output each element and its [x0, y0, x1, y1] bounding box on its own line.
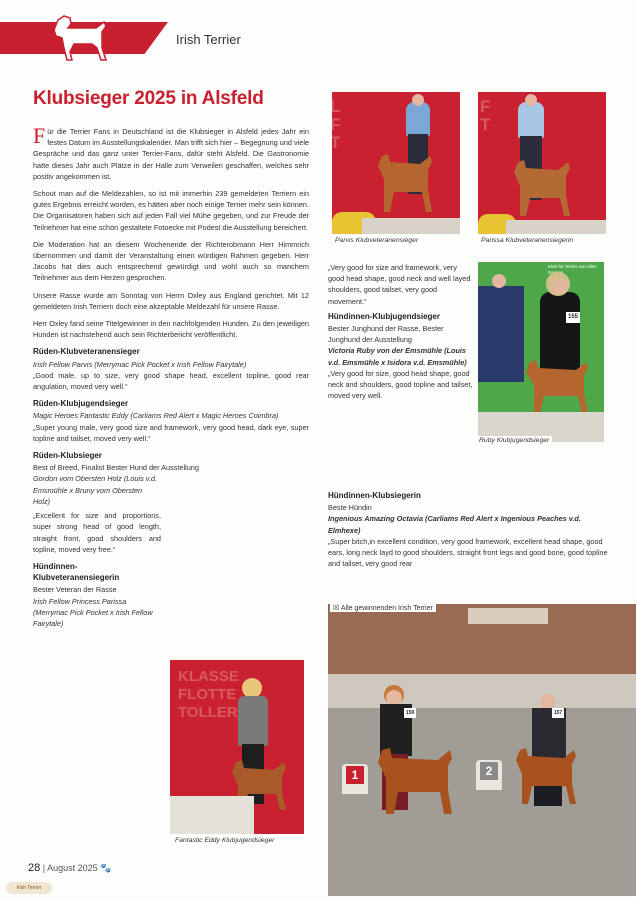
judge-report: „Very good for size and framework, very good head shape, good neck and well layed shoulders, good tailset, very good movement.“ — [328, 263, 471, 306]
wide-column — [328, 486, 608, 572]
judge-report: „Super bitch,in excellent condition, very good framework, excellent head shape, good ears, long neck layd to good shoulders, straight front legs and good bone, good topline and tailset, very good rear — [328, 536, 608, 569]
section-heading: Hündinnen-Klubveteranensiegerin — [33, 561, 120, 583]
place-marker-1: 1 — [346, 766, 364, 784]
caption-eddy: Fantastic Eddy Klubjugendsieger — [172, 836, 277, 845]
award-text: Beste Hündin — [328, 503, 372, 513]
section-heading: Rüden-Klubjugendsieger — [33, 399, 129, 409]
caption-ruby: Ruby Klubjugendsieger — [476, 436, 552, 445]
publisher-logo: Irish Terrier — [6, 882, 52, 894]
ring-number: 155 — [566, 312, 580, 323]
intro-paragraph-1: Für die Terrier Fans in Deutschland ist die Klubsieger in Alsfeld jedes Jahr ein festes Datum im Ausstellungskalender. Man trifft sich hier – Begegnung und viele Gespräche und das ganz unter Terrier-Fans, dafür steht Alsfeld. Die Gastronomie hatte dieses Jahr auch Plätze in der Halle zum Verweilen geschaffen, welches sehr positiv angekommen ist. — [33, 123, 309, 181]
article-title: Klubsieger 2025 in Alsfeld — [33, 88, 264, 109]
dropcap: F — [33, 123, 46, 148]
ring-number: 159 — [405, 710, 415, 716]
intro-paragraph-4: Unsere Rasse wurde am Sonntag von Herrn Oxley aus England gerichtet. Mit 12 gemeldeten Irish Terriern doch eine akzeptable Meldezahl für unsere Rasse. — [33, 290, 309, 311]
award-text: Bester Veteran der Rasse — [33, 585, 117, 595]
dog-name: Irish Fellow Princess Parissa (Merrymac Pick Pocket x Irish Fellow Fairytale) — [33, 596, 153, 628]
caption-all-winners: ☒ Alle gewinnenden Irish Terrier — [330, 604, 436, 612]
left-column — [33, 123, 309, 629]
caption-parissa: Parissa Klubveteranensiegerin — [478, 236, 576, 245]
dog-name: Magic Heroes Fantastic Eddy (Carliams Red Alert x Magic Heroes Coimbra) — [33, 411, 279, 421]
camera-icon: ☒ — [333, 605, 341, 612]
judge-report: „Good male, up to size, very good shape head, excellent topline, good rear angulation, moved very well.“ — [33, 370, 309, 392]
right-column — [328, 262, 473, 405]
award-text: Bester Junghund der Rasse, Bester Junghund der Ausstellung — [328, 324, 444, 345]
section-heading: Hündinnen-Klubjugendsieger — [328, 311, 440, 321]
intro-paragraph-5: Herr Oxley fand seine Titelgewinner in den nachfolgenden Hunden. Zu den jeweiligen Hunden ist nachstehend auch sein Richterbericht veröffentlicht. — [33, 319, 309, 340]
place-marker-2: 2 — [480, 762, 498, 780]
section-label: Irish Terrier — [176, 32, 241, 47]
section-heading: Rüden-Klubveteranensieger — [33, 347, 140, 357]
judge-report: „Excellent for size and proportions, super strong head of good length, straight front, good shoulders and topline, moved very free.“ — [33, 511, 161, 554]
intro-paragraph-2: Schout man auf die Meldezahlen, so ist mit immerhin 239 gemeldeten Terriern ein gutes Ergebnis erreicht worden, es hätten aber noch einige Terrier mehr sein können. Die Organisatoren haben sich auf jeden Fall viel Mühe gegeben, und zur Freude der Teilnehmer hat eine schön gestaltete Fotoecke mit Podest die Ausstellung bereichert. — [33, 189, 309, 232]
ring-number: 157 — [553, 710, 563, 716]
judge-report: „Super young male, very good size and framework, very good head, dark eye, super topline and tailset, moved very well.“ — [33, 422, 309, 443]
banner-text: KLASSE FLOTTE TOLLER — [178, 668, 239, 721]
judge-report: „Very good for size, good head shape, good neck and shoulders, good topline and tailset, moved very well. — [328, 368, 473, 401]
photo-eddy — [170, 660, 304, 834]
issue-label: | August 2025 — [42, 863, 98, 873]
club-sign-text: Klub für Terrier von allen Rassen — [548, 264, 597, 275]
terrier-logo-icon — [44, 8, 116, 66]
award-text: Best of Breed, Finalist Bester Hund der Ausstellung — [33, 463, 199, 473]
dog-name: Victoria Ruby von der Emsmühle (Louis v.d. Emsmühle x Isidora v.d. Emsmühle) — [328, 346, 467, 367]
section-heading: Rüden-Klubsieger — [33, 451, 102, 461]
dog-name: Irish Fellow Parvis (Merrymac Pick Pocket x Irish Fellow Fairytale) — [33, 359, 247, 369]
section-heading: Hündinnen-Klubsiegerin — [328, 491, 421, 500]
page-footer — [28, 862, 111, 874]
dog-name: Ingenious Amazing Octavia (Carliams Red Alert x Ingenious Peaches v.d. Elmhexe) — [328, 514, 581, 535]
photo-parissa: F T — [478, 92, 606, 234]
photo-all-winners — [328, 604, 636, 896]
photo-ruby — [478, 262, 604, 442]
page-number: 28 — [28, 862, 41, 874]
paw-icon: 🐾 — [100, 863, 112, 873]
dog-name: Gordon vom Obersten Holz (Louis v.d. Emsmühle x Bruny vom Obersten Holz) — [33, 474, 157, 506]
caption-parvis: Parvis Klubveteranensieger — [332, 236, 421, 245]
photo-parvis: L F T — [332, 92, 460, 234]
intro-paragraph-3: Die Moderation hat an diesem Wochenende der Richterobmann Herr Himmrich übernommen und damit der Veranstaltung einen würdigen Rahmen gegeben. Herr Jacobs hat dies auch entsprechend gewürdigt und wohl auch so manchem Teilnehmer aus dem Herzen gesprochen. — [33, 239, 309, 283]
